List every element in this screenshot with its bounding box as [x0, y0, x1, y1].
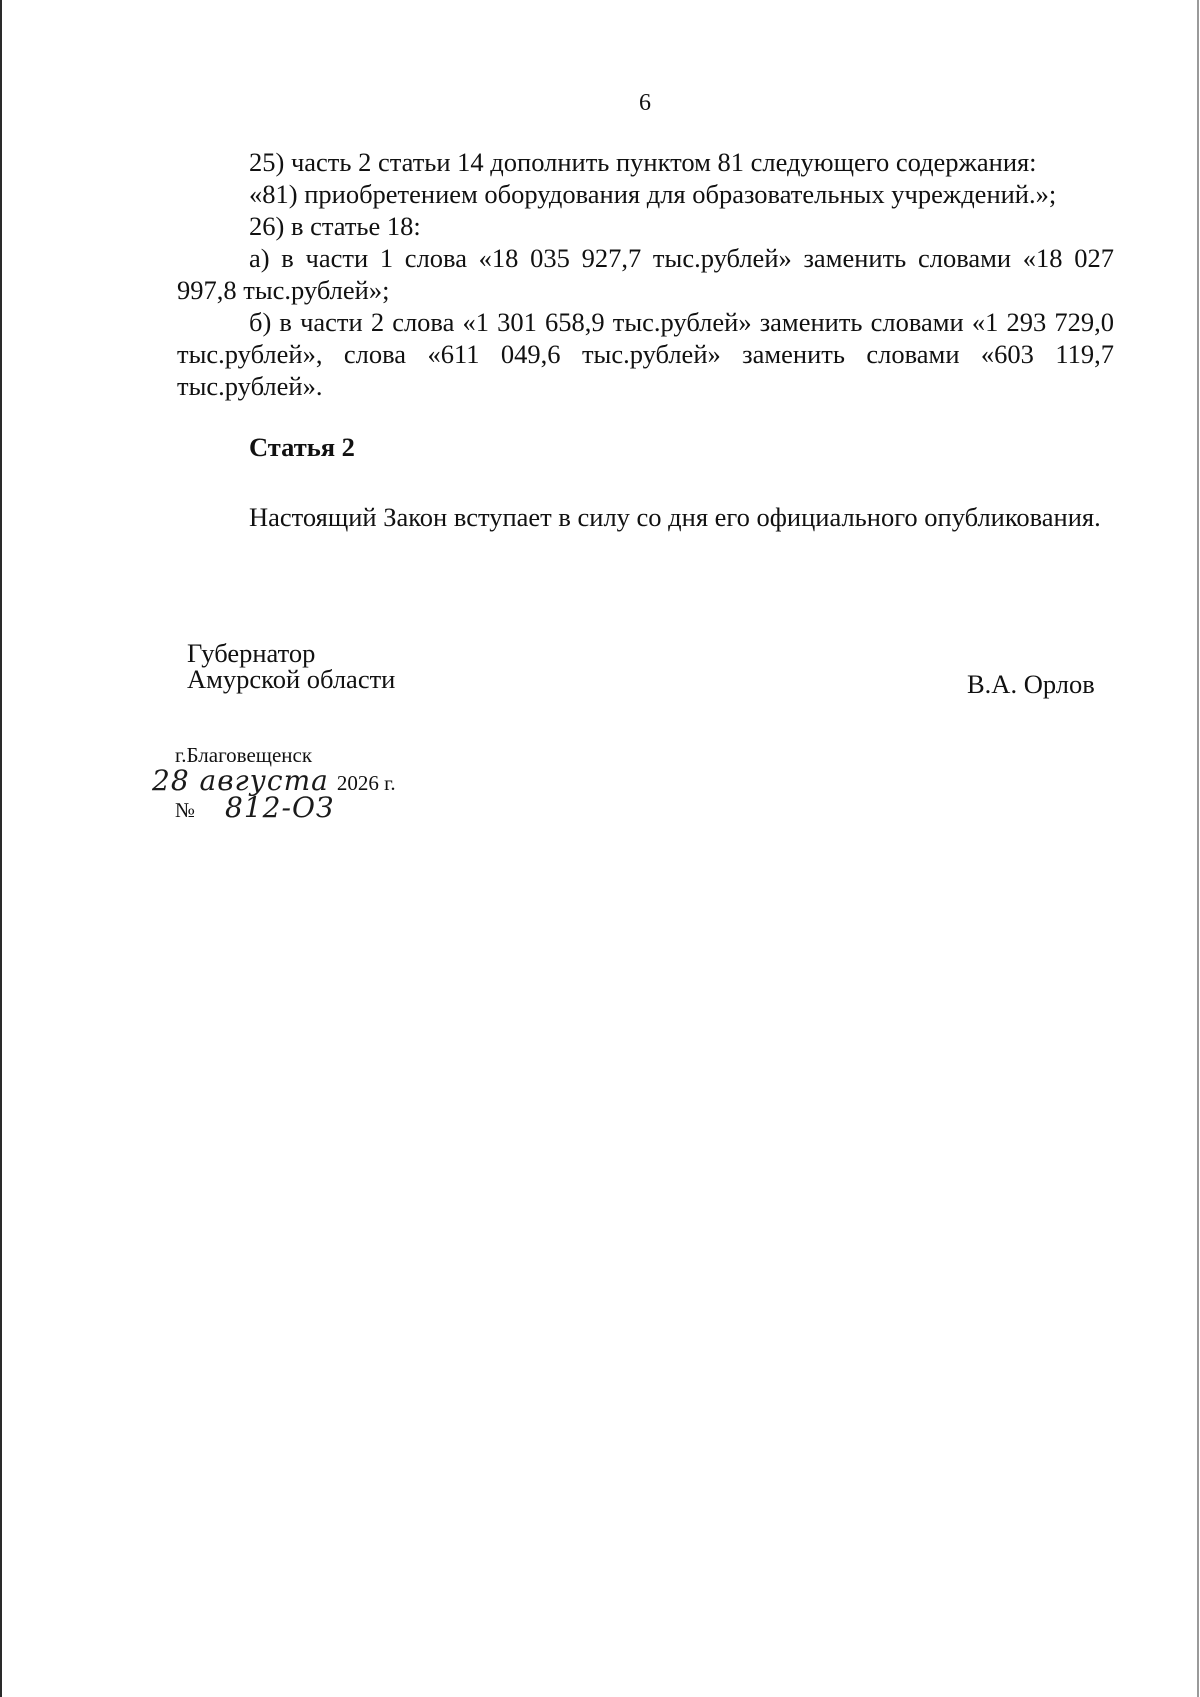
signatory-name: В.А. Орлов — [967, 669, 1095, 699]
amendment-item: «81) приобретением оборудования для образовательных учреждений.»; — [249, 179, 1057, 209]
scan-edge-right — [1197, 0, 1199, 1697]
signatory-title — [187, 640, 395, 692]
article-paragraph: Настоящий Закон вступает в силу со дня его официального опубликования. — [249, 502, 1101, 532]
signatory-title-line: Амурской области — [187, 664, 396, 694]
article-body — [177, 501, 1114, 533]
amendment-item: а) в части 1 слова «18 035 927,7 тыс.рублей» заменить словами «18 027 997,8 тыс.рублей»; — [177, 243, 1114, 305]
handwritten-date: 28 августа — [152, 764, 329, 797]
city: г.Благовещенск — [175, 743, 313, 767]
scan-edge-left — [0, 0, 2, 1697]
number-label: № — [175, 798, 196, 822]
handwritten-number: 812-ОЗ — [225, 791, 335, 824]
amendment-item: 26) в статье 18: — [249, 211, 421, 241]
amendment-list — [177, 146, 1114, 402]
amendment-item: 25) часть 2 статьи 14 дополнить пунктом 81 следующего содержания: — [249, 147, 1037, 177]
number-line — [175, 791, 334, 824]
signatory-title-line: Губернатор — [187, 638, 316, 668]
amendment-item: б) в части 2 слова «1 301 658,9 тыс.рублей» заменить словами «1 293 729,0 тыс.рублей», слова «611 049,6 тыс.рублей» заменить словами «603 119,7 тыс.рублей». — [177, 307, 1114, 401]
page-number: 6 — [639, 90, 651, 116]
article-title: Статья 2 — [249, 432, 355, 462]
year: 2026 г. — [336, 771, 396, 795]
